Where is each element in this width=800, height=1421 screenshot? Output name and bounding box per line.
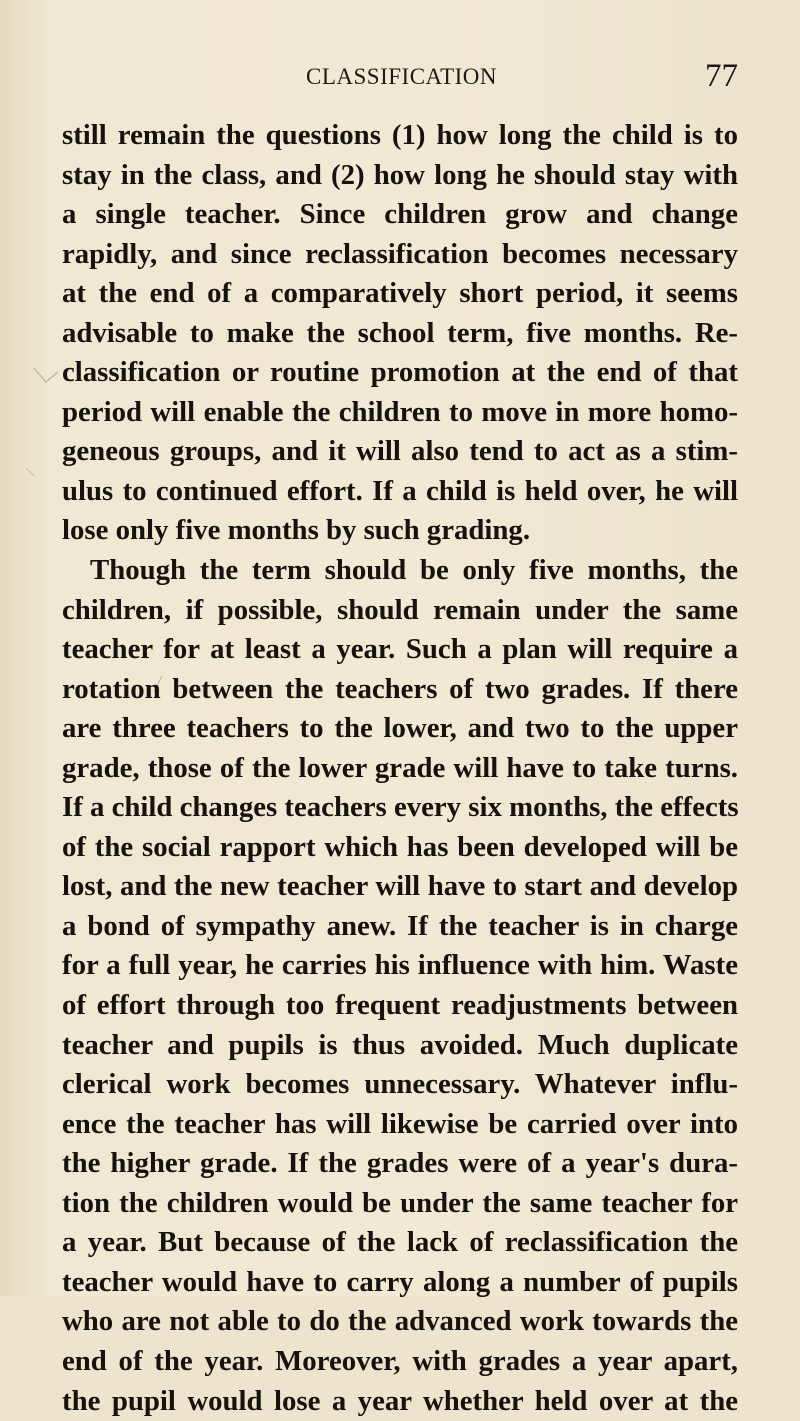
text-line: If a child changes teachers every six months, the effects bbox=[62, 788, 738, 828]
text-line: of effort through too frequent readjustments between bbox=[62, 986, 738, 1026]
text-line: ulus to continued effort. If a child is held over, he will bbox=[62, 472, 738, 512]
text-line: a single teacher. Since children grow and change bbox=[62, 195, 738, 235]
body-text bbox=[62, 116, 738, 1421]
text-line: teacher for at least a year. Such a plan will require a bbox=[62, 630, 738, 670]
text-line: still remain the questions (1) how long the child is to bbox=[62, 116, 738, 156]
page-number: 77 bbox=[705, 58, 738, 95]
text-line: the higher grade. If the grades were of a year's dura- bbox=[62, 1144, 738, 1184]
text-line: are three teachers to the lower, and two to the upper bbox=[62, 709, 738, 749]
text-line: stay in the class, and (2) how long he should stay with bbox=[62, 156, 738, 196]
text-line: end of the year. Moreover, with grades a year apart, bbox=[62, 1342, 738, 1382]
paragraph-first-line: Though the term should be only five months, the bbox=[62, 551, 738, 591]
text-line: a bond of sympathy anew. If the teacher is in charge bbox=[62, 907, 738, 947]
text-line: classification or routine promotion at the end of that bbox=[62, 353, 738, 393]
text-line: the pupil would lose a year whether held over at the bbox=[62, 1382, 738, 1421]
text-line: of the social rapport which has been developed will be bbox=[62, 828, 738, 868]
text-line: period will enable the children to move in more homo- bbox=[62, 393, 738, 433]
text-line: clerical work becomes unnecessary. Whatever influ- bbox=[62, 1065, 738, 1105]
text-line: rapidly, and since reclassification becomes necessary bbox=[62, 235, 738, 275]
page-header bbox=[62, 62, 738, 96]
text-line: tion the children would be under the same teacher for bbox=[62, 1184, 738, 1224]
text-line: ence the teacher has will likewise be carried over into bbox=[62, 1105, 738, 1145]
text-line: for a full year, he carries his influence with him. Waste bbox=[62, 946, 738, 986]
text-line: children, if possible, should remain under the same bbox=[62, 591, 738, 631]
text-line: teacher and pupils is thus avoided. Much duplicate bbox=[62, 1026, 738, 1066]
text-line: rotation between the teachers of two grades. If there bbox=[62, 670, 738, 710]
text-line: lose only five months by such grading. bbox=[62, 511, 738, 551]
text-line: geneous groups, and it will also tend to act as a stim- bbox=[62, 432, 738, 472]
text-line: who are not able to do the advanced work towards the bbox=[62, 1302, 738, 1342]
text-line: lost, and the new teacher will have to start and develop bbox=[62, 867, 738, 907]
text-line: teacher would have to carry along a number of pupils bbox=[62, 1263, 738, 1303]
running-head: CLASSIFICATION bbox=[306, 64, 497, 90]
text-line: grade, those of the lower grade will have to take turns. bbox=[62, 749, 738, 789]
text-line: advisable to make the school term, five months. Re- bbox=[62, 314, 738, 354]
text-line: at the end of a comparatively short period, it seems bbox=[62, 274, 738, 314]
text-line: a year. But because of the lack of reclassification the bbox=[62, 1223, 738, 1263]
